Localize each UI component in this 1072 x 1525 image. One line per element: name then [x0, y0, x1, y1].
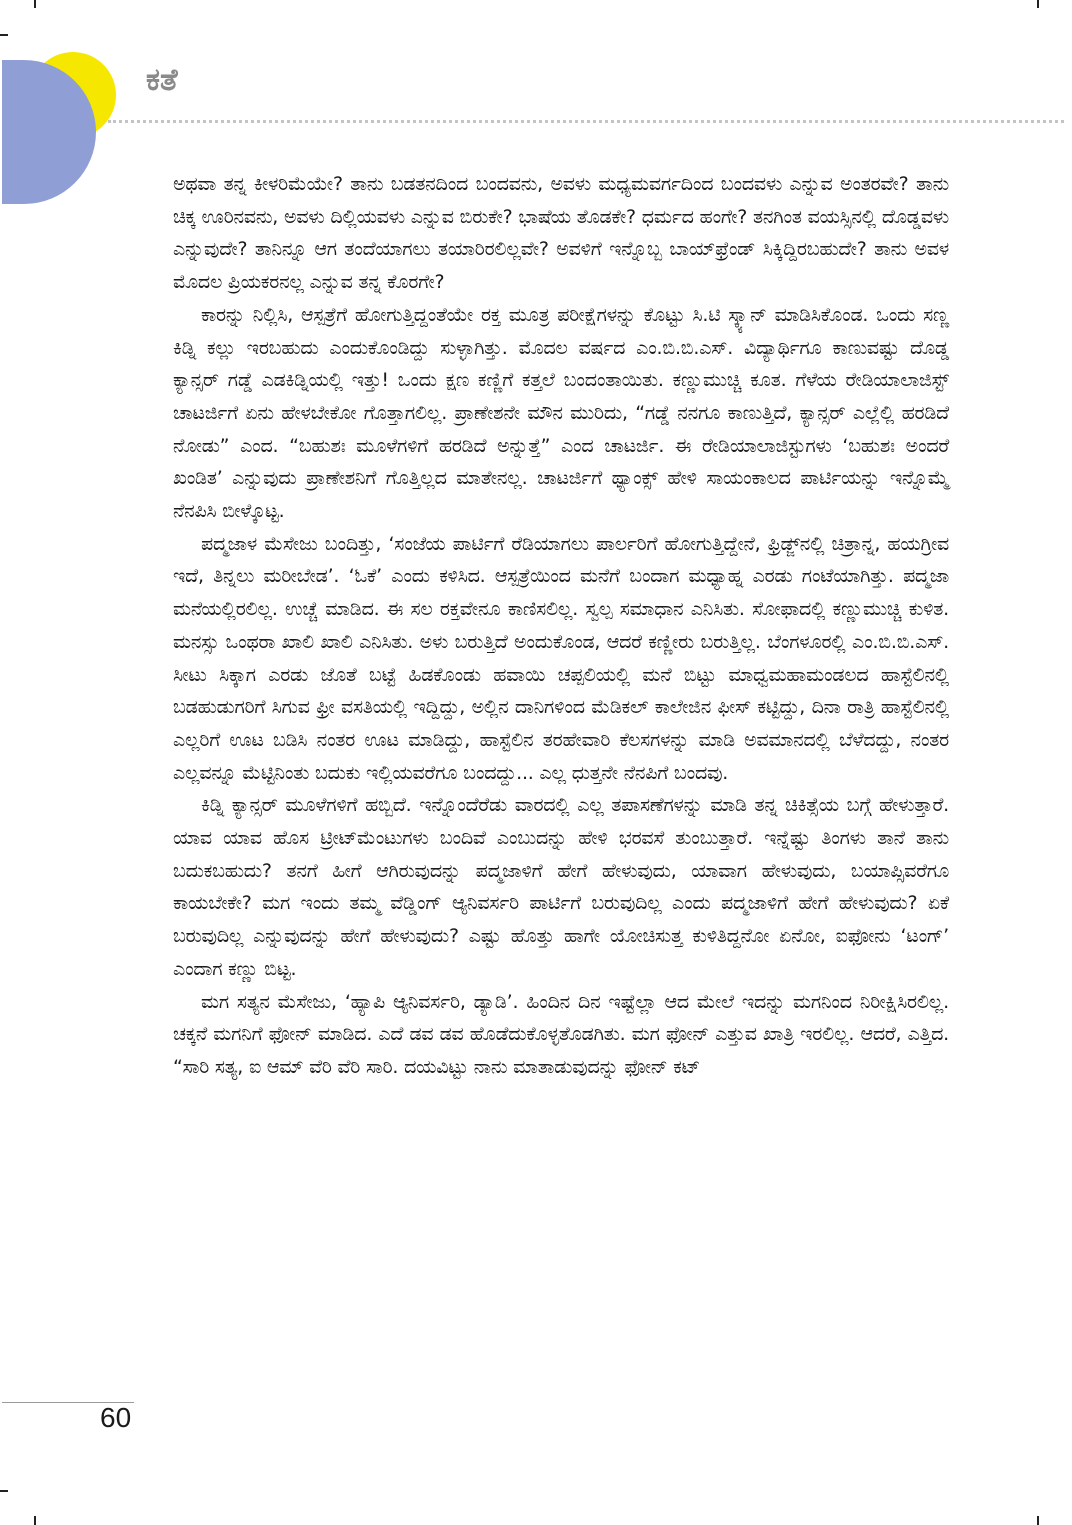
section-title: ಕತೆ [146, 62, 178, 98]
paragraph: ಅಥವಾ ತನ್ನ ಕೀಳರಿಮೆಯೇ? ತಾನು ಬಡತನದಿಂದ ಬಂದವನು, ಅವಳು ಮಧ್ಯಮವರ್ಗದಿಂದ ಬಂದವಳು ಎನ್ನುವ ಅಂತರವೇ? ತಾನು ಚಿಕ್ಕ ಊರಿನವನು, ಅವಳು ದಿಲ್ಲಿಯವಳು ಎನ್ನುವ ಬಿರುಕೇ? ಭಾಷೆಯ ತೊಡಕೇ? ಧರ್ಮದ ಹಂಗೇ? ತನಗಿಂತ ವಯಸ್ಸಿನಲ್ಲಿ ದೊಡ್ಡವಳು ಎನ್ನುವುದೇ? ತಾನಿನ್ನೂ ಆಗ ತಂದೆಯಾಗಲು ತಯಾರಿರಲಿಲ್ಲವೇ? ಅವಳಿಗೆ ಇನ್ನೊಬ್ಬ ಬಾಯ್‌ಫ್ರೆಂಡ್ ಸಿಕ್ಕಿದ್ದಿರಬಹುದೇ? ತಾನು ಅವಳ ಮೊದಲ ಪ್ರಿಯಕರನಲ್ಲ ಎನ್ನುವ ತನ್ನ ಕೊರಗೇ? [173, 173, 949, 294]
crop-mark-left-upper [0, 34, 8, 36]
page-number: 60 [100, 1402, 132, 1433]
crop-mark-left-lower [0, 1490, 8, 1492]
crop-mark-bottom-right [1037, 1516, 1039, 1525]
paragraph: ಪದ್ಮಜಾಳ ಮೆಸೇಜು ಬಂದಿತ್ತು, ‘ಸಂಜೆಯ ಪಾರ್ಟಿಗೆ ರೆಡಿಯಾಗಲು ಪಾರ್ಲರಿಗೆ ಹೋಗುತ್ತಿದ್ದೇನೆ, ಫ್ರಿಡ್ಜ್‌ನಲ್ಲಿ ಚಿತ್ರಾನ್ನ, ಹಯಗ್ರೀವ ಇದೆ, ತಿನ್ನಲು ಮರೀಬೇಡ’. ‘ಓಕೆ’ ಎಂದು ಕಳಿಸಿದ. ಆಸ್ಪತ್ರೆಯಿಂದ ಮನೆಗೆ ಬಂದಾಗ ಮಧ್ಯಾಹ್ನ ಎರಡು ಗಂಟೆಯಾಗಿತ್ತು. ಪದ್ಮಜಾ ಮನೆಯಲ್ಲಿರಲಿಲ್ಲ. ಉಚ್ಚೆ ಮಾಡಿದ. ಈ ಸಲ ರಕ್ತವೇನೂ ಕಾಣಿಸಲಿಲ್ಲ. ಸ್ವಲ್ಪ ಸಮಾಧಾನ ಎನಿಸಿತು. ಸೋಫಾದಲ್ಲಿ ಕಣ್ಣುಮುಚ್ಚಿ ಕುಳಿತ. ಮನಸ್ಸು ಒಂಥರಾ ಖಾಲಿ ಖಾಲಿ ಎನಿಸಿತು. ಅಳು ಬರುತ್ತಿದೆ ಅಂದುಕೊಂಡ, ಆದರೆ ಕಣ್ಣೀರು ಬರುತ್ತಿಲ್ಲ. ಬೆಂಗಳೂರಲ್ಲಿ ಎಂ.ಬಿ.ಬಿ.ಎಸ್. ಸೀಟು ಸಿಕ್ಕಾಗ ಎರಡು ಜೊತೆ ಬಟ್ಟೆ ಹಿಡಕೊಂಡು ಹವಾಯಿ ಚಪ್ಪಲಿಯಲ್ಲಿ ಮನೆ ಬಿಟ್ಟು ಮಾಧ್ವಮಹಾಮಂಡಲದ ಹಾಸ್ಟೆಲಿನಲ್ಲಿ ಬಡಹುಡುಗರಿಗೆ ಸಿಗುವ ಫ್ರೀ ವಸತಿಯಲ್ಲಿ ಇದ್ದಿದ್ದು, ಅಲ್ಲಿನ ದಾನಿಗಳಿಂದ ಮೆಡಿಕಲ್ ಕಾಲೇಜಿನ ಫೀಸ್ ಕಟ್ಟಿದ್ದು, ದಿನಾ ರಾತ್ರಿ ಹಾಸ್ಟೆಲಿನಲ್ಲಿ ಎಲ್ಲರಿಗೆ ಊಟ ಬಡಿಸಿ ನಂತರ ಊಟ ಮಾಡಿದ್ದು, ಹಾಸ್ಟೆಲಿನ ತರಹೇವಾರಿ ಕೆಲಸಗಳನ್ನು ಮಾಡಿ ಅವಮಾನದಲ್ಲಿ ಬೆಳೆದದ್ದು, ನಂತರ ಎಲ್ಲವನ್ನೂ ಮೆಟ್ಟಿನಿಂತು ಬದುಕು ಇಲ್ಲಿಯವರೆಗೂ ಬಂದದ್ದು... ಎಲ್ಲ ಧುತ್ತನೇ ನೆನಪಿಗೆ ಬಂದವು. [173, 532, 949, 784]
paragraph: ಕಾರನ್ನು ನಿಲ್ಲಿಸಿ, ಆಸ್ಪತ್ರೆಗೆ ಹೋಗುತ್ತಿದ್ದಂತೆಯೇ ರಕ್ತ ಮೂತ್ರ ಪರೀಕ್ಷೆಗಳನ್ನು ಕೊಟ್ಟು ಸಿ.ಟಿ ಸ್ಕ್ಯಾನ್ ಮಾಡಿಸಿಕೊಂಡ. ಒಂದು ಸಣ್ಣ ಕಿಡ್ನಿ ಕಲ್ಲು ಇರಬಹುದು ಎಂದುಕೊಂಡಿದ್ದು ಸುಳ್ಳಾಗಿತ್ತು. ಮೊದಲ ವರ್ಷದ ಎಂ.ಬಿ.ಬಿ.ಎಸ್. ವಿದ್ಯಾರ್ಥಿಗೂ ಕಾಣುವಷ್ಟು ದೊಡ್ಡ ಕ್ಯಾನ್ಸರ್ ಗಡ್ಡೆ ಎಡಕಿಡ್ನಿಯಲ್ಲಿ ಇತ್ತು! ಒಂದು ಕ್ಷಣ ಕಣ್ಣಿಗೆ ಕತ್ತಲೆ ಬಂದಂತಾಯಿತು. ಕಣ್ಣುಮುಚ್ಚಿ ಕೂತ. ಗೆಳೆಯ ರೇಡಿಯಾಲಾಜಿಸ್ಟ್ ಚಾಟರ್ಜಿಗೆ ಏನು ಹೇಳಬೇಕೋ ಗೊತ್ತಾಗಲಿಲ್ಲ. ಪ್ರಾಣೇಶನೇ ಮೌನ ಮುರಿದು, “ಗಡ್ಡೆ ನನಗೂ ಕಾಣುತ್ತಿದೆ, ಕ್ಯಾನ್ಸರ್ ಎಲ್ಲೆಲ್ಲಿ ಹರಡಿದೆ ನೋಡು” ಎಂದ. “ಬಹುಶಃ ಮೂಳೆಗಳಿಗೆ ಹರಡಿದೆ ಅನ್ನುತ್ತೆ” ಎಂದ ಚಾಟರ್ಜಿ. ಈ ರೇಡಿಯಾಲಾಜಿಸ್ಟುಗಳು ‘ಬಹುಶಃ ಅಂದರೆ ಖಂಡಿತ’ ಎನ್ನುವುದು ಪ್ರಾಣೇಶನಿಗೆ ಗೊತ್ತಿಲ್ಲದ ಮಾತೇನಲ್ಲ. ಚಾಟರ್ಜಿಗೆ ಥ್ಯಾಂಕ್ಸ್ ಹೇಳಿ ಸಾಯಂಕಾಲದ ಪಾರ್ಟಿಯನ್ನು ಇನ್ನೊಮ್ಮೆ ನೆನಪಿಸಿ ಬೀಳ್ಕೊಟ್ಟ. [173, 303, 949, 523]
story-body [173, 168, 949, 1084]
crop-mark-bottom-left [34, 1516, 36, 1525]
paragraph: ಕಿಡ್ನಿ ಕ್ಯಾನ್ಸರ್ ಮೂಳೆಗಳಿಗೆ ಹಬ್ಬಿದೆ. ಇನ್ನೊಂದೆರೆಡು ವಾರದಲ್ಲಿ ಎಲ್ಲ ತಪಾಸಣೆಗಳನ್ನು ಮಾಡಿ ತನ್ನ ಚಿಕಿತ್ಸೆಯ ಬಗ್ಗೆ ಹೇಳುತ್ತಾರೆ. ಯಾವ ಯಾವ ಹೊಸ ಟ್ರೀಟ್‌ಮೆಂಟುಗಳು ಬಂದಿವೆ ಎಂಬುದನ್ನು ಹೇಳಿ ಭರವಸೆ ತುಂಬುತ್ತಾರೆ. ಇನ್ನೆಷ್ಟು ತಿಂಗಳು ತಾನೆ ತಾನು ಬದುಕಬಹುದು? ತನಗೆ ಹೀಗೆ ಆಗಿರುವುದನ್ನು ಪದ್ಮಜಾಳಿಗೆ ಹೇಗೆ ಹೇಳುವುದು, ಯಾವಾಗ ಹೇಳುವುದು, ಬಯಾಪ್ಸಿವರೆಗೂ ಕಾಯಬೇಕೇ? ಮಗ ಇಂದು ತಮ್ಮ ವೆಡ್ಡಿಂಗ್ ಆ್ಯನಿವರ್ಸರಿ ಪಾರ್ಟಿಗೆ ಬರುವುದಿಲ್ಲ ಎಂದು ಪದ್ಮಜಾಳಿಗೆ ಹೇಗೆ ಹೇಳುವುದು? ಏಕೆ ಬರುವುದಿಲ್ಲ ಎನ್ನುವುದನ್ನು ಹೇಗೆ ಹೇಳುವುದು? ಎಷ್ಟು ಹೊತ್ತು ಹಾಗೇ ಯೋಚಿಸುತ್ತ ಕುಳಿತಿದ್ದನೋ ಏನೋ, ಐಫೋನು ‘ಟಂಗ್’ ಎಂದಾಗ ಕಣ್ಣು ಬಿಟ್ಟ. [173, 794, 949, 980]
crop-mark-top-right [1037, 0, 1039, 8]
crop-mark-top-left [34, 0, 36, 8]
paragraph: ಮಗ ಸತ್ಯನ ಮೆಸೇಜು, ‘ಹ್ಯಾಪಿ ಆ್ಯನಿವರ್ಸರಿ, ಡ್ಯಾಡಿ’. ಹಿಂದಿನ ದಿನ ಇಷ್ಟೆಲ್ಲಾ ಆದ ಮೇಲೆ ಇದನ್ನು ಮಗನಿಂದ ನಿರೀಕ್ಷಿಸಿರಲಿಲ್ಲ. ಚಕ್ಕನೆ ಮಗನಿಗೆ ಫೋನ್ ಮಾಡಿದ. ಎದೆ ಡವ ಡವ ಹೊಡೆದುಕೊಳ್ಳತೊಡಗಿತು. ಮಗ ಫೋನ್ ಎತ್ತುವ ಖಾತ್ರಿ ಇರಲಿಲ್ಲ. ಆದರೆ, ಎತ್ತಿದ. “ಸಾರಿ ಸತ್ಯ, ಐ ಆಮ್ ವೆರಿ ವೆರಿ ಸಾರಿ. ದಯವಿಟ್ಟು ನಾನು ಮಾತಾಡುವುದನ್ನು ಫೋನ್ ಕಟ್ [173, 990, 949, 1078]
header-dotted-rule [108, 120, 1064, 123]
